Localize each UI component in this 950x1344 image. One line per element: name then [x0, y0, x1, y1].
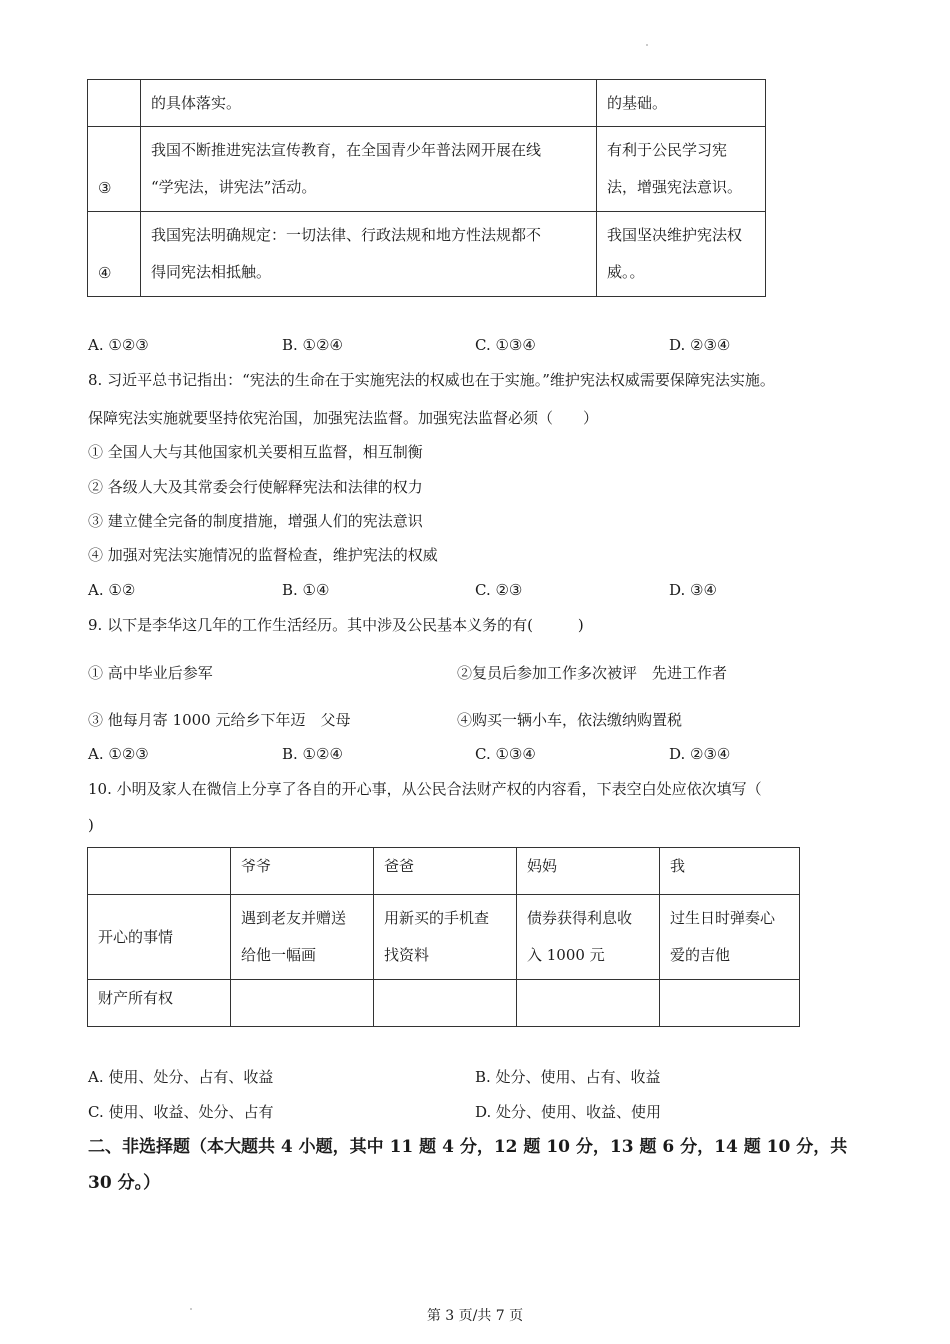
row-desc: 得同宪法相抵触。: [151, 263, 272, 281]
section-heading: 30 分。）: [88, 1173, 161, 1193]
q10-option-d[interactable]: D. 处分、使用、收益、使用: [475, 1103, 662, 1121]
q9-item: ②复员后参加工作多次被评 先进工作者: [457, 664, 728, 682]
row-meaning: 有利于公民学习宪: [607, 141, 728, 159]
q8-item: ③ 建立健全完备的制度措施，增强人们的宪法意识: [88, 512, 423, 530]
table-cell: 用新买的手机查: [384, 909, 490, 927]
q8-item: ② 各级人大及其常委会行使解释宪法和法律的权力: [88, 478, 423, 496]
table-header-cell: 爷爷: [231, 848, 374, 895]
q9-option-c[interactable]: C. ①③④: [475, 745, 536, 763]
blank-cell[interactable]: [231, 980, 374, 1027]
table-cell: 债券获得利息收: [527, 909, 633, 927]
q8-option-b[interactable]: B. ①④: [282, 581, 330, 599]
table-row: [88, 127, 766, 212]
table-header-cell: [88, 848, 231, 895]
q10-stem: ): [88, 816, 94, 834]
q7-option-b[interactable]: B. ①②④: [282, 336, 343, 354]
table-row: [88, 895, 800, 980]
table-property-rights: [87, 847, 800, 1027]
row-desc: 的具体落实。: [151, 93, 242, 112]
q8-stem: 8. 习近平总书记指出：“宪法的生命在于实施宪法的权威也在于实施。”维护宪法权威需要保障宪法实施。: [88, 371, 775, 389]
table-cell: 给他一幅画: [241, 946, 317, 964]
table-cell: 爱的吉他: [670, 946, 731, 964]
table-cell: 遇到老友并赠送: [241, 909, 347, 927]
table-cell: 找资料: [384, 946, 430, 964]
row-number: [88, 80, 141, 127]
q8-item: ① 全国人大与其他国家机关要相互监督，相互制衡: [88, 443, 423, 461]
q7-option-a[interactable]: A. ①②③: [88, 336, 149, 354]
q7-option-c[interactable]: C. ①③④: [475, 336, 536, 354]
q9-item: ① 高中毕业后参军: [88, 664, 213, 682]
table-header-cell: 我: [660, 848, 800, 895]
q8-option-a[interactable]: A. ①②: [88, 581, 136, 599]
row-desc: “学宪法，讲宪法”活动。: [151, 178, 317, 196]
q9-stem: 9. 以下是李华这几年的工作生活经历。其中涉及公民基本义务的有( ): [88, 616, 584, 634]
row-label: 财产所有权: [88, 980, 231, 1027]
q10-option-b[interactable]: B. 处分、使用、占有、收益: [475, 1068, 661, 1086]
blank-cell[interactable]: [517, 980, 660, 1027]
q8-stem: 保障宪法实施就要坚持依宪治国，加强宪法监督。加强宪法监督必须（ ）: [88, 409, 599, 427]
table-cell: 入 1000 元: [527, 946, 605, 964]
q8-option-c[interactable]: C. ②③: [475, 581, 523, 599]
table-row: [88, 848, 800, 895]
row-desc: 我国宪法明确规定：一切法律、行政法规和地方性法规都不: [151, 226, 542, 244]
row-label: 开心的事情: [88, 895, 231, 980]
table-row: [88, 980, 800, 1027]
q7-option-d[interactable]: D. ②③④: [669, 336, 731, 354]
row-number: ③: [88, 127, 141, 212]
page-number: 第 3 页/共 7 页: [426, 1308, 524, 1324]
table-cell: 过生日时弹奏心: [670, 909, 776, 927]
scan-speck: [646, 44, 648, 46]
row-meaning: 法，增强宪法意识。: [607, 178, 743, 196]
table-constitution-examples: [87, 79, 766, 297]
q10-stem: 10. 小明及家人在微信上分享了各自的开心事，从公民合法财产权的内容看，下表空白处应依次填写（: [88, 780, 762, 798]
row-desc: 我国不断推进宪法宣传教育，在全国青少年普法网开展在线: [151, 141, 542, 159]
table-row: [88, 212, 766, 297]
table-header-cell: 妈妈: [517, 848, 660, 895]
section-heading: 二、非选择题（本大题共 4 小题，其中 11 题 4 分，12 题 10 分，13 题 6 分，14 题 10 分，共: [88, 1137, 848, 1157]
table-row: [88, 80, 766, 127]
q9-option-a[interactable]: A. ①②③: [88, 745, 149, 763]
row-meaning: 威。。: [607, 263, 645, 281]
q8-option-d[interactable]: D. ③④: [669, 581, 717, 599]
row-meaning: 的基础。: [607, 93, 668, 112]
q9-option-d[interactable]: D. ②③④: [669, 745, 731, 763]
q9-item: ③ 他每月寄 1000 元给乡下年迈 父母: [88, 711, 351, 729]
q10-option-c[interactable]: C. 使用、收益、处分、占有: [88, 1103, 274, 1121]
q8-item: ④ 加强对宪法实施情况的监督检查，维护宪法的权威: [88, 546, 438, 564]
blank-cell[interactable]: [374, 980, 517, 1027]
table-header-cell: 爸爸: [374, 848, 517, 895]
q10-option-a[interactable]: A. 使用、处分、占有、收益: [88, 1068, 274, 1086]
blank-cell[interactable]: [660, 980, 800, 1027]
row-meaning: 我国坚决维护宪法权: [607, 226, 743, 244]
q9-option-b[interactable]: B. ①②④: [282, 745, 343, 763]
q9-item: ④购买一辆小车，依法缴纳购置税: [457, 711, 683, 729]
row-number: ④: [88, 212, 141, 297]
